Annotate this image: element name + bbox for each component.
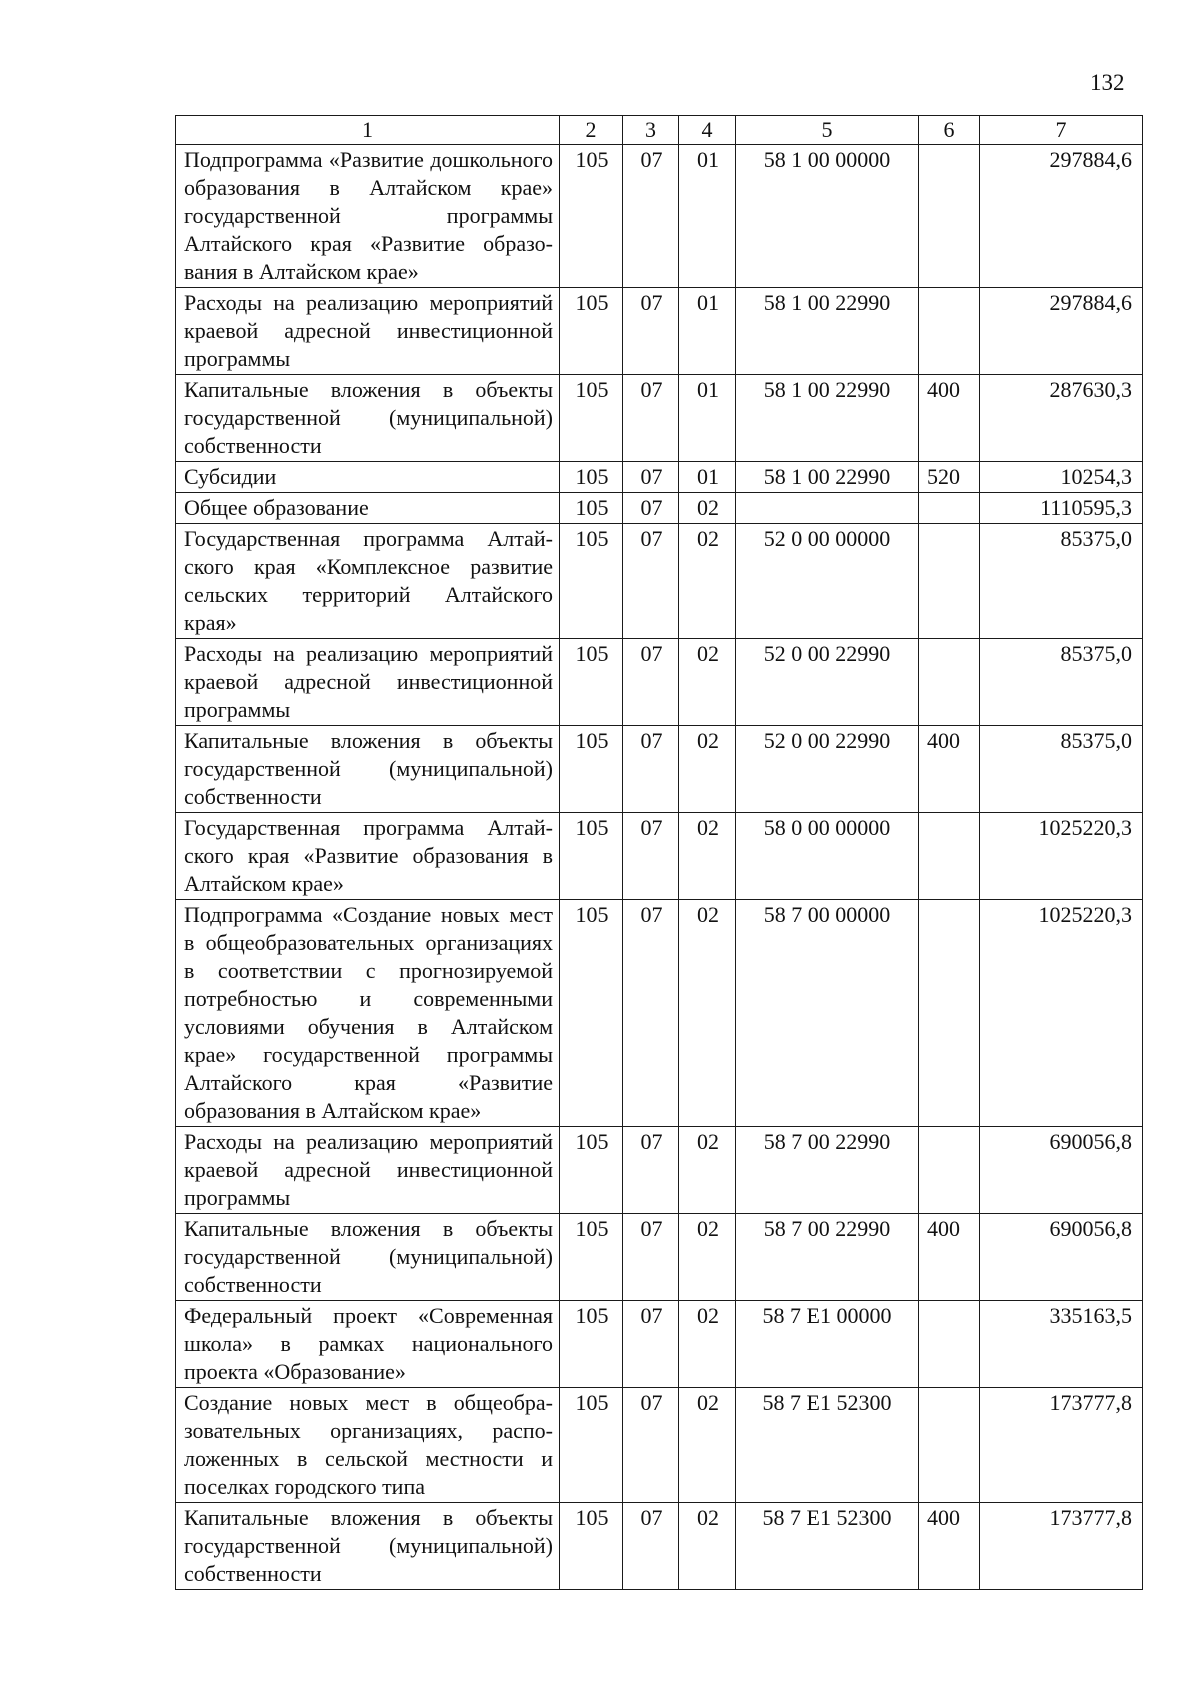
subsection-code-cell: 01 (679, 288, 736, 375)
department-code-cell: 105 (560, 1301, 623, 1388)
expense-name-cell: Создание новых мест в общеобразовательных организациях, расположенных в сельской местности и поселках городского типа (176, 1388, 560, 1503)
section-code-cell: 07 (623, 1388, 679, 1503)
section-code-cell: 07 (623, 1301, 679, 1388)
department-code-cell: 105 (560, 462, 623, 493)
expense-name-cell: Капитальные вложения в объекты государственной (муниципальной) собственности (176, 375, 560, 462)
section-code-cell: 07 (623, 1214, 679, 1301)
target-article-cell: 58 1 00 22990 (736, 375, 919, 462)
subsection-code-cell: 02 (679, 813, 736, 900)
expense-name-cell: Федеральный проект «Современная школа» в рамках национального проекта «Образование» (176, 1301, 560, 1388)
target-article-cell: 58 7 00 00000 (736, 900, 919, 1127)
amount-cell: 85375,0 (980, 726, 1143, 813)
expense-type-cell (919, 493, 980, 524)
expense-type-cell: 520 (919, 462, 980, 493)
budget-table (175, 115, 1143, 1590)
subsection-code-cell: 01 (679, 145, 736, 288)
table-row (176, 1214, 1143, 1301)
subsection-code-cell: 02 (679, 1214, 736, 1301)
subsection-code-cell: 02 (679, 1388, 736, 1503)
target-article-cell: 58 7 E1 00000 (736, 1301, 919, 1388)
subsection-code-cell: 02 (679, 900, 736, 1127)
table-row (176, 145, 1143, 288)
amount-cell: 690056,8 (980, 1214, 1143, 1301)
amount-cell: 1110595,3 (980, 493, 1143, 524)
table-row (176, 1127, 1143, 1214)
section-code-cell: 07 (623, 145, 679, 288)
amount-cell: 297884,6 (980, 145, 1143, 288)
table-row (176, 462, 1143, 493)
table-row (176, 813, 1143, 900)
subsection-code-cell: 02 (679, 726, 736, 813)
expense-type-cell: 400 (919, 1214, 980, 1301)
header-cell-6: 6 (919, 116, 980, 145)
department-code-cell: 105 (560, 900, 623, 1127)
department-code-cell: 105 (560, 1503, 623, 1590)
expense-type-cell (919, 524, 980, 639)
header-cell-7: 7 (980, 116, 1143, 145)
target-article-cell: 58 7 E1 52300 (736, 1388, 919, 1503)
target-article-cell: 58 1 00 22990 (736, 462, 919, 493)
table-row (176, 900, 1143, 1127)
target-article-cell: 58 7 E1 52300 (736, 1503, 919, 1590)
expense-type-cell (919, 1127, 980, 1214)
amount-cell: 173777,8 (980, 1503, 1143, 1590)
department-code-cell: 105 (560, 639, 623, 726)
table-row (176, 288, 1143, 375)
expense-name-cell: Государственная программа Алтайского края «Комплексное развитие сельских территорий Алтайского края» (176, 524, 560, 639)
expense-type-cell: 400 (919, 726, 980, 813)
expense-name-cell: Капитальные вложения в объекты государственной (муниципальной) собственности (176, 1214, 560, 1301)
page-number: 132 (1090, 70, 1125, 95)
target-article-cell: 52 0 00 22990 (736, 726, 919, 813)
expense-name-cell: Подпрограмма «Развитие дошкольного образования в Алтайском крае» государственной программы Алтайского края «Развитие образования в Алтайском крае» (176, 145, 560, 288)
department-code-cell: 105 (560, 726, 623, 813)
expense-name-cell: Капитальные вложения в объекты государственной (муниципальной) собственности (176, 1503, 560, 1590)
target-article-cell: 58 1 00 22990 (736, 288, 919, 375)
section-code-cell: 07 (623, 726, 679, 813)
amount-cell: 173777,8 (980, 1388, 1143, 1503)
expense-type-cell (919, 1301, 980, 1388)
header-cell-4: 4 (679, 116, 736, 145)
department-code-cell: 105 (560, 288, 623, 375)
expense-type-cell: 400 (919, 1503, 980, 1590)
subsection-code-cell: 02 (679, 493, 736, 524)
target-article-cell: 52 0 00 00000 (736, 524, 919, 639)
section-code-cell: 07 (623, 1503, 679, 1590)
table-row (176, 1503, 1143, 1590)
expense-name-cell: Капитальные вложения в объекты государственной (муниципальной) собственности (176, 726, 560, 813)
header-cell-1: 1 (176, 116, 560, 145)
expense-type-cell (919, 288, 980, 375)
expense-type-cell (919, 1388, 980, 1503)
expense-type-cell (919, 639, 980, 726)
amount-cell: 1025220,3 (980, 900, 1143, 1127)
section-code-cell: 07 (623, 493, 679, 524)
target-article-cell: 52 0 00 22990 (736, 639, 919, 726)
department-code-cell: 105 (560, 1388, 623, 1503)
expense-type-cell (919, 813, 980, 900)
expense-name-cell: Субсидии (176, 462, 560, 493)
target-article-cell: 58 7 00 22990 (736, 1214, 919, 1301)
department-code-cell: 105 (560, 375, 623, 462)
department-code-cell: 105 (560, 493, 623, 524)
department-code-cell: 105 (560, 145, 623, 288)
section-code-cell: 07 (623, 639, 679, 726)
table-row (176, 726, 1143, 813)
target-article-cell: 58 0 00 00000 (736, 813, 919, 900)
amount-cell: 85375,0 (980, 524, 1143, 639)
target-article-cell: 58 7 00 22990 (736, 1127, 919, 1214)
section-code-cell: 07 (623, 524, 679, 639)
expense-name-cell: Государственная программа Алтайского края «Развитие образования в Алтайском крае» (176, 813, 560, 900)
section-code-cell: 07 (623, 375, 679, 462)
department-code-cell: 105 (560, 813, 623, 900)
table-row (176, 375, 1143, 462)
expense-name-cell: Расходы на реализацию мероприятий краевой адресной инвестиционной программы (176, 288, 560, 375)
expense-type-cell (919, 900, 980, 1127)
subsection-code-cell: 02 (679, 1127, 736, 1214)
expense-name-cell: Расходы на реализацию мероприятий краевой адресной инвестиционной программы (176, 639, 560, 726)
target-article-cell (736, 493, 919, 524)
table-row (176, 524, 1143, 639)
table-row (176, 639, 1143, 726)
department-code-cell: 105 (560, 1127, 623, 1214)
table-row (176, 1301, 1143, 1388)
expense-name-cell: Расходы на реализацию мероприятий краевой адресной инвестиционной программы (176, 1127, 560, 1214)
amount-cell: 1025220,3 (980, 813, 1143, 900)
header-cell-3: 3 (623, 116, 679, 145)
amount-cell: 690056,8 (980, 1127, 1143, 1214)
subsection-code-cell: 01 (679, 375, 736, 462)
section-code-cell: 07 (623, 900, 679, 1127)
section-code-cell: 07 (623, 813, 679, 900)
header-cell-5: 5 (736, 116, 919, 145)
subsection-code-cell: 02 (679, 1301, 736, 1388)
expense-type-cell (919, 145, 980, 288)
section-code-cell: 07 (623, 1127, 679, 1214)
department-code-cell: 105 (560, 1214, 623, 1301)
expense-name-cell: Подпрограмма «Создание новых мест в общеобразовательных организациях в соответствии с прогнозируемой потребностью и современными условиями обучения в Алтайском крае» государственной программы Алтайского края «Развитие образования в Алтайском крае» (176, 900, 560, 1127)
table-row (176, 493, 1143, 524)
header-cell-2: 2 (560, 116, 623, 145)
subsection-code-cell: 02 (679, 1503, 736, 1590)
subsection-code-cell: 02 (679, 524, 736, 639)
amount-cell: 287630,3 (980, 375, 1143, 462)
target-article-cell: 58 1 00 00000 (736, 145, 919, 288)
amount-cell: 297884,6 (980, 288, 1143, 375)
expense-type-cell: 400 (919, 375, 980, 462)
subsection-code-cell: 02 (679, 639, 736, 726)
subsection-code-cell: 01 (679, 462, 736, 493)
amount-cell: 10254,3 (980, 462, 1143, 493)
table-row (176, 1388, 1143, 1503)
section-code-cell: 07 (623, 288, 679, 375)
expense-name-cell: Общее образование (176, 493, 560, 524)
amount-cell: 85375,0 (980, 639, 1143, 726)
amount-cell: 335163,5 (980, 1301, 1143, 1388)
table-header-row (176, 116, 1143, 145)
department-code-cell: 105 (560, 524, 623, 639)
section-code-cell: 07 (623, 462, 679, 493)
